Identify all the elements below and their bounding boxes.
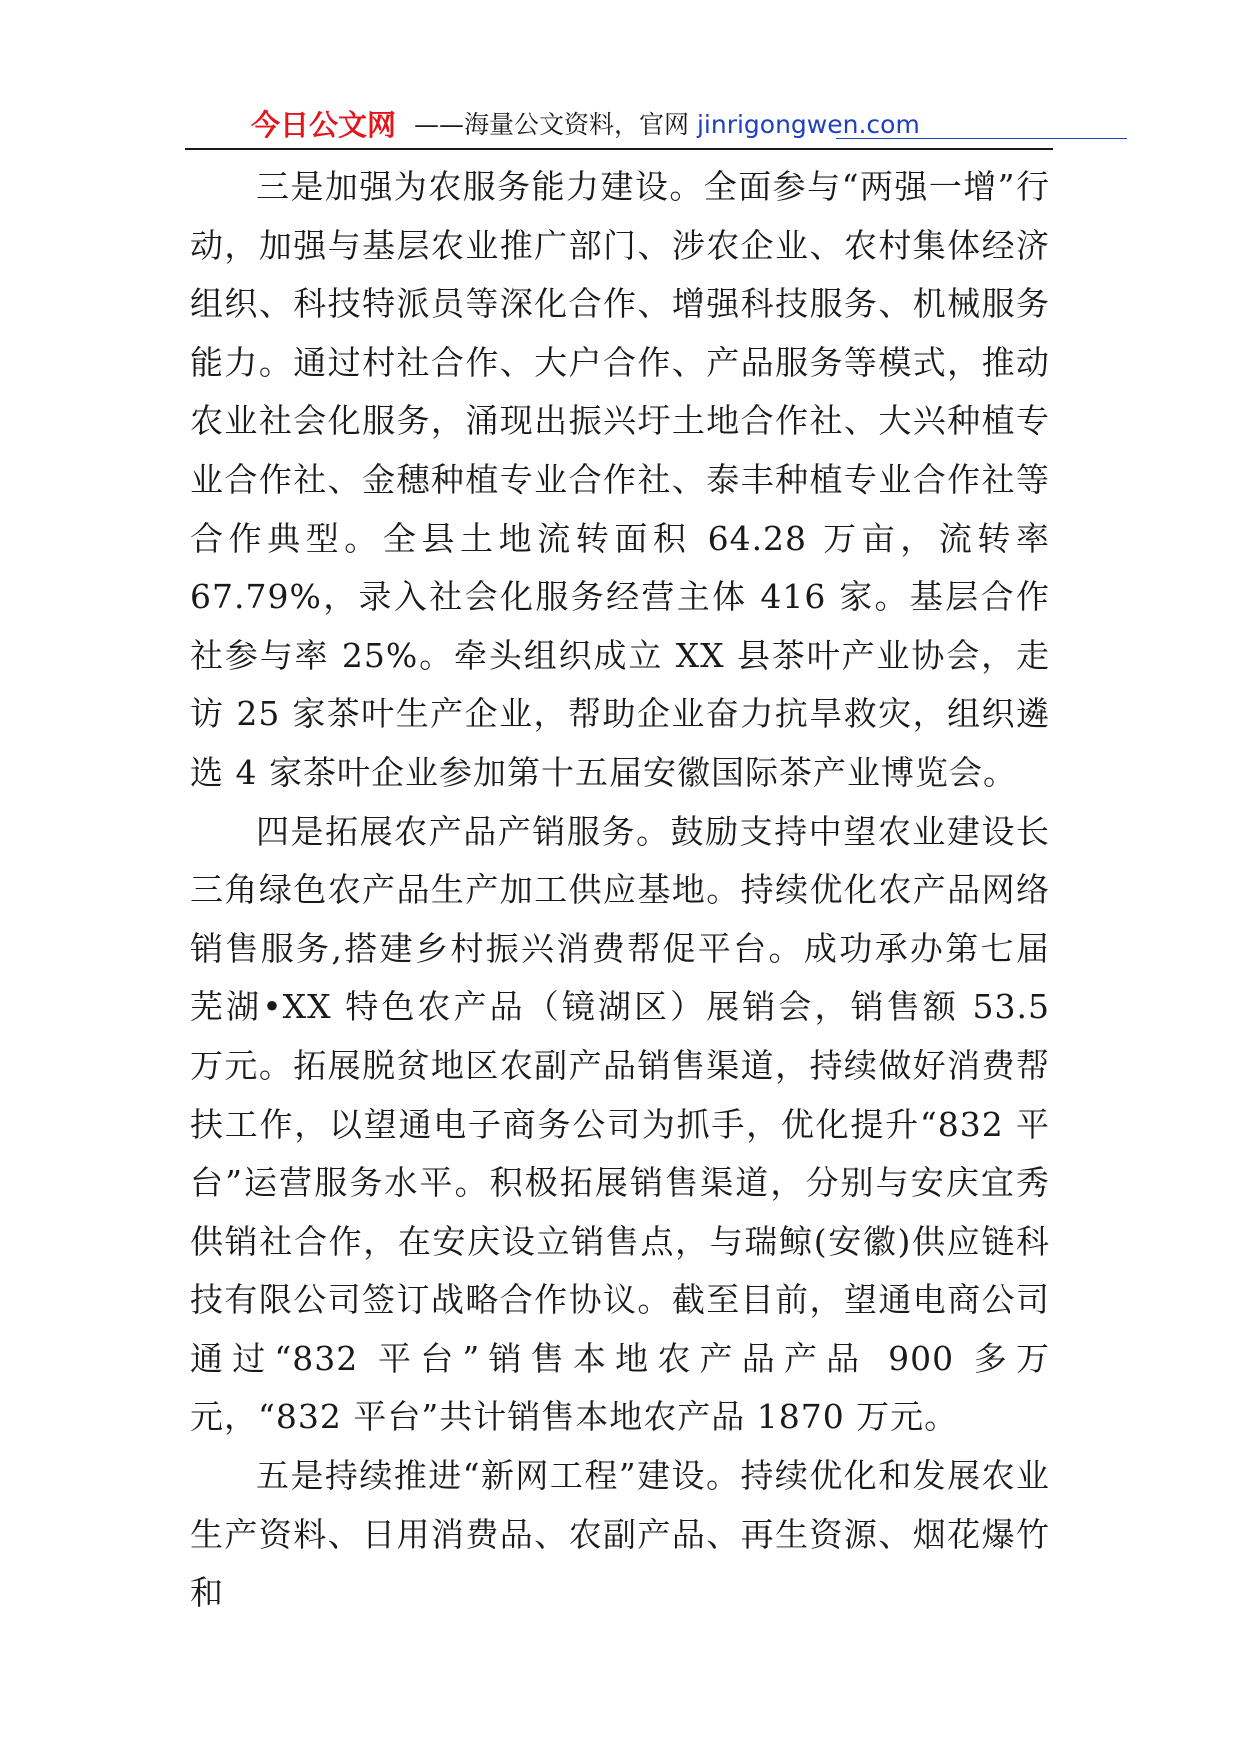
paragraph-new-network: 五是持续推进“新网工程”建设。持续优化和发展农业生产资料、日用消费品、农副产品、再生资源、烟花爆竹和	[190, 1456, 1050, 1613]
site-url-link[interactable]: jinrigongwen.com	[696, 110, 920, 139]
site-brand: 今日公文网	[251, 108, 397, 142]
document-body	[190, 158, 1050, 1623]
url-underline	[836, 138, 1127, 139]
site-slogan	[414, 103, 920, 147]
paragraph-service-capacity: 三是加强为农服务能力建设。全面参与“两强一增”行动，加强与基层农业推广部门、涉农企业、农村集体经济组织、科技特派员等深化合作、增强科技服务、机械服务能力。通过村社合作、大户合作、产品服务等模式，推动农业社会化服务，涌现出振兴圩土地合作社、大兴种植专业合作社、金穗种植专业合作社、泰丰种植专业合作社等合作典型。全县土地流转面积 64.28 万亩，流转率 67.79%，录入社会化服务经营主体 416 家。基层合作社参与率 25%。牵头组织成立 XX 县茶叶产业协会，走访 25 家茶叶生产企业，帮助企业奋力抗旱救灾，组织遴选 4 家茶叶企业参加第十五届安徽国际茶产业博览会。	[190, 167, 1050, 792]
site-header	[185, 103, 1055, 147]
slogan-text: ——海量公文资料，官网	[414, 110, 697, 139]
paragraph-product-sales: 四是拓展农产品产销服务。鼓励支持中望农业建设长三角绿色农产品生产加工供应基地。持续优化农产品网络销售服务,搭建乡村振兴消费帮促平台。成功承办第七届芜湖•XX 特色农产品（镜湖区）展销会，销售额 53.5 万元。拓展脱贫地区农副产品销售渠道，持续做好消费帮扶工作，以望通电子商务公司为抓手，优化提升“832 平台”运营服务水平。积极拓展销售渠道，分别与安庆宜秀供销社合作，在安庆设立销售点，与瑞鲸(安徽)供应链科技有限公司签订战略合作协议。截至目前，望通电商公司通过“832 平台”销售本地农产品产品 900 多万元，“832 平台”共计销售本地农产品 1870 万元。	[190, 811, 1050, 1437]
header-divider	[185, 148, 1053, 150]
